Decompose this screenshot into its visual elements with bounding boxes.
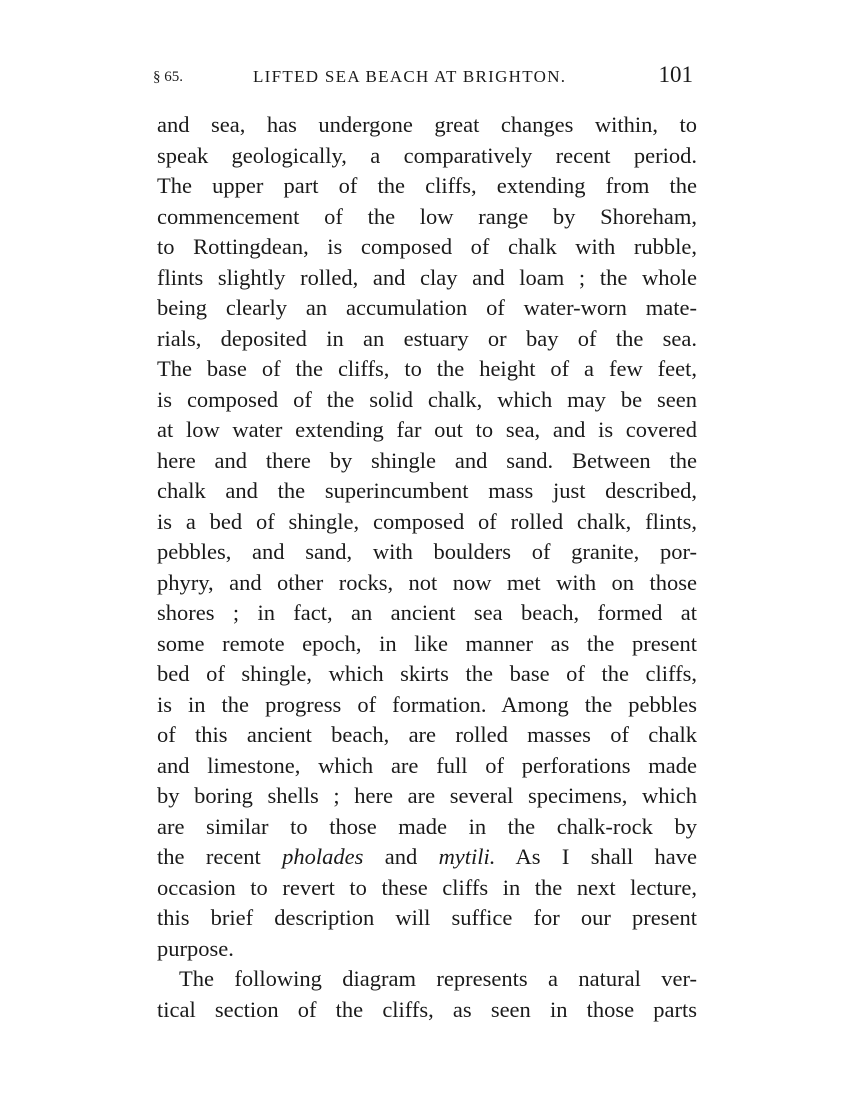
text-line: chalk and the superincumbent mass just described, xyxy=(157,478,697,503)
text-line: tical section of the cliffs, as seen in those parts xyxy=(157,996,697,1022)
text-line: of this ancient beach, are rolled masses of chalk xyxy=(157,722,697,747)
text-line: is composed of the solid chalk, which may be seen xyxy=(157,386,697,412)
paragraph-end-line: purpose. xyxy=(157,935,234,961)
running-title: LIFTED SEA BEACH AT BRIGHTON. xyxy=(253,67,567,86)
text-line: is in the progress of formation. Among the pebbles xyxy=(157,691,697,717)
text-line-with-italics xyxy=(157,842,697,873)
text-fragment: As I shall have xyxy=(515,844,698,869)
text-line: and limestone, which are full of perforations made xyxy=(157,752,697,778)
text-line: and sea, has undergone great changes within, to xyxy=(157,112,697,137)
text-line: being clearly an accumulation of water-worn mate- xyxy=(157,295,697,320)
text-line: here and there by shingle and sand. Between the xyxy=(157,447,697,473)
running-head xyxy=(153,62,693,92)
page-number: 101 xyxy=(658,62,693,87)
text-line: to Rottingdean, is composed of chalk with rubble, xyxy=(157,234,697,259)
section-number: § 65. xyxy=(153,69,183,85)
italic-term-mytili: mytili. xyxy=(438,844,496,869)
text-line: rials, deposited in an estuary or bay of the sea. xyxy=(157,325,697,351)
text-line: are similar to those made in the chalk-rock by xyxy=(157,813,697,839)
text-line: The upper part of the cliffs, extending from the xyxy=(157,173,697,198)
text-line: commencement of the low range by Shoreham, xyxy=(157,203,697,229)
text-line: some remote epoch, in like manner as the present xyxy=(157,630,697,656)
text-line: flints slightly rolled, and clay and loam ; the whole xyxy=(157,264,697,290)
text-line: The base of the cliffs, to the height of a few feet, xyxy=(157,356,697,381)
text-line: phyry, and other rocks, not now met with on those xyxy=(157,569,697,595)
text-line: by boring shells ; here are several specimens, which xyxy=(157,783,697,808)
text-line: bed of shingle, which skirts the base of the cliffs, xyxy=(157,661,697,686)
text-line: occasion to revert to these cliffs in the next lecture, xyxy=(157,874,697,900)
text-line: shores ; in fact, an ancient sea beach, formed at xyxy=(157,600,697,625)
text-line: is a bed of shingle, composed of rolled chalk, flints, xyxy=(157,508,697,534)
text-line: pebbles, and sand, with boulders of granite, por- xyxy=(157,539,697,564)
text-line: at low water extending far out to sea, and is covered xyxy=(157,417,697,442)
text-fragment: and xyxy=(384,844,418,869)
text-line: this brief description will suffice for our present xyxy=(157,905,697,930)
italic-term-pholades: pholades xyxy=(282,844,364,869)
body-text xyxy=(157,110,697,1025)
paragraph-start-line: The following diagram represents a natural ver- xyxy=(179,966,697,991)
text-line: speak geologically, a comparatively recent period. xyxy=(157,142,697,168)
text-fragment: the recent xyxy=(157,844,261,869)
